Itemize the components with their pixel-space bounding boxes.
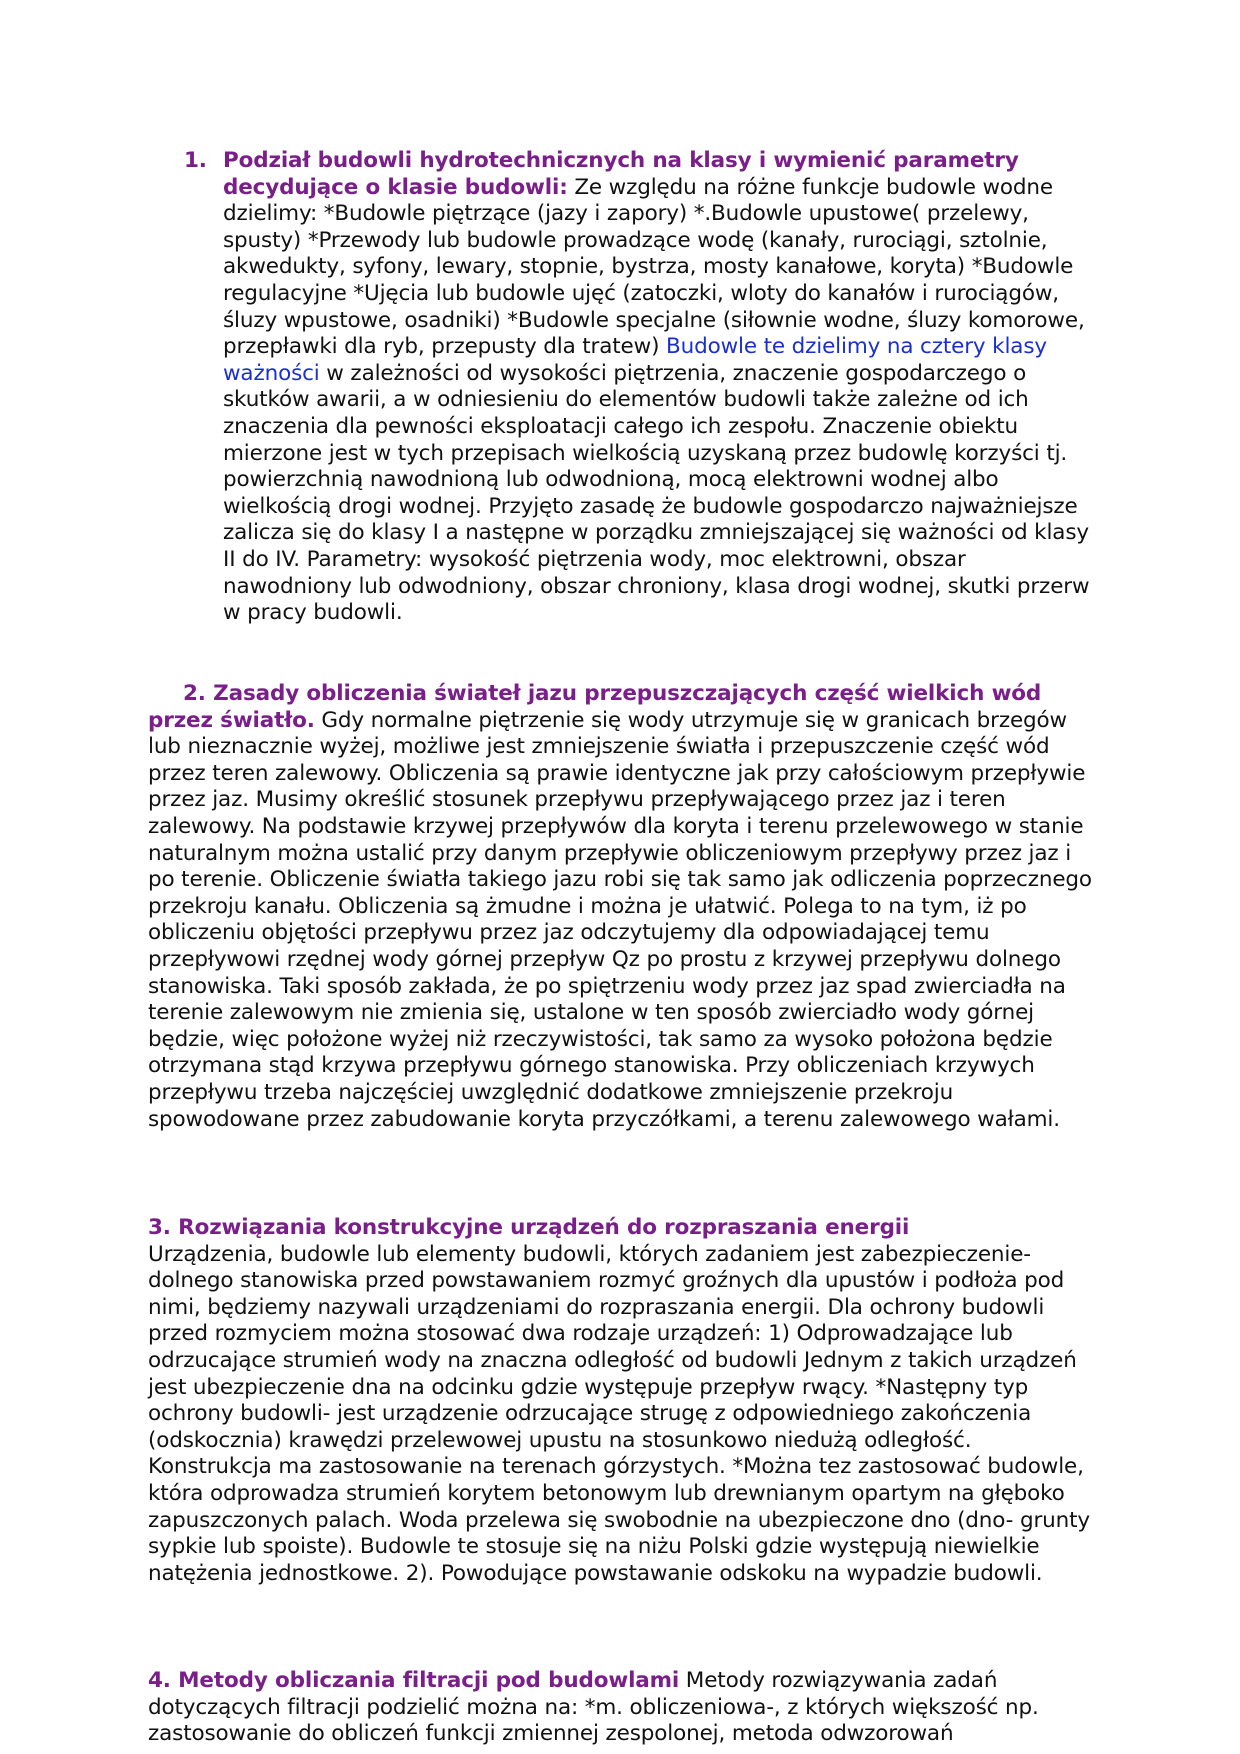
section-3 [148, 1215, 1093, 1587]
section-2-heading: 2. Zasady obliczenia świateł jazu przepuszczających część wielkich wód przez światło. [148, 681, 1042, 733]
section-4-body: Metody rozwiązywania zadań dotyczących filtracji podzielić można na: *m. obliczeniowa-, z których większość np. zastosowanie do obliczeń funkcji zmiennej zespolonej, metoda odwzorowań [148, 1668, 1039, 1747]
section-1-number: 1. [184, 148, 207, 173]
section-4 [148, 1668, 1093, 1748]
section-1-body-end: w zależności od wysokości piętrzenia, znaczenie gospodarczego o skutków awarii, a w odniesieniu do elementów budowli także zależne od ich znaczenia dla pewności eksploatacji całego ich zespołu. Znaczenie obiektu mierzone jest w tych przepisach wielkością uzyskaną przez budowlę korzyści tj. powierzchnią nawodnioną lub odwodnioną, mocą elektrowni wodnej albo wielkością drogi wodnej. Przyjęto zasadę że budowle gospodarczo najważniejsze zalicza się do klasy I a następne w porządku zmniejszającej się ważności od klasy II do IV. Parametry: wysokość piętrzenia wody, moc elektrowni, obszar nawodniony lub odwodniony, obszar chroniony, klasa drogi wodnej, skutki przerw w pracy budowli. [223, 360, 1090, 626]
section-2-body: Gdy normalne piętrzenie się wody utrzymuje się w granicach brzegów lub nieznacznie wyżej, możliwe jest zmniejszenie światła i przepuszczenie część wód przez teren zalewowy. Obliczenia są prawie identyczne jak przy całościowym przepływie przez jaz. Musimy określić stosunek przepływu przepływającego przez jaz i teren zalewowy. Na podstawie krzywej przepływów dla koryta i terenu przelewowego w stanie naturalnym można ustalić przy danym przepływie obliczeniowym przepływy przez jaz i po terenie. Obliczenie światła takiego jazu robi się tak samo jak odliczenia poprzecznego przekroju kanału. Obliczenia są żmudne i można je ułatwić. Polega to na tym, iż po obliczeniu objętości przepływu przez jaz odczytujemy dla odpowiadającej temu przepływowi rzędnej wody górnej przepływ Qz po prostu z krzywej przepływu dolnego stanowiska. Taki sposób zakłada, że po spiętrzeniu wody przez jaz spad zwierciadła na terenie zalewowym nie zmienia się, ustalone w ten sposób zwierciadło wody górnej będzie, więc położone wyżej niż rzeczywistości, tak samo za wysoko położona będzie otrzymana stąd krzywa przepływu górnego stanowiska. Przy obliczeniach krzywych przepływu trzeba najczęściej uwzględnić dodatkowe zmniejszenie przekroju spowodowane przez zabudowanie koryta przyczółkami, a terenu zalewowego wałami. [148, 707, 1092, 1132]
section-2 [148, 681, 1093, 1133]
section-1-heading: Podział budowli hydrotechnicznych na klasy i wymienić parametry decydujące o klasie budowli: [223, 148, 1019, 200]
section-1-body-start: Ze względu na różne funkcje budowle wodne dzielimy: *Budowle piętrzące (jazy i zapory) *.Budowle upustowe( przelewy, spusty) *Przewody lub budowle prowadzące wodę (kanały, rurociągi, sztolnie, akwedukty, syfony, lewary, stopnie, bystrza, mosty kanałowe, koryta) *Budowle regulacyjne *Ujęcia lub budowle ujęć (zatoczki, wloty do kanałów i rurociągów, śluzy wpustowe, osadniki) *Budowle specjalne (siłownie wodne, śluzy komorowe, przepławki dla ryb, przepusty dla tratew) [223, 174, 1085, 360]
classes-link[interactable]: Budowle te dzielimy na cztery klasy ważności [223, 334, 1047, 386]
section-4-heading: 4. Metody obliczania filtracji pod budowlami [148, 1668, 680, 1693]
section-3-body: Urządzenia, budowle lub elementy budowli, których zadaniem jest zabezpieczenie-dolnego stanowiska przed powstawaniem rozmyć groźnych dla upustów i podłoża pod nimi, będziemy nazywali urządzeniami do rozpraszania energii. Dla ochrony budowli przed rozmyciem można stosować dwa rodzaje urządzeń: 1) Odprowadzające lub odrzucające strumień wody na znaczna odległość od budowli Jednym z takich urządzeń jest ubezpieczenie dna na odcinku gdzie występuje przepływ rwący. *Następny typ ochrony budowli- jest urządzenie odrzucające strugę z odpowiedniego zakończenia (odskocznia) krawędzi przelewowej upustu na stosunkowo niedużą odległość. Konstrukcja ma zastosowanie na terenach górzystych. *Można tez zastosować budowle, która odprowadza strumień korytem betonowym lub drewnianym opartym na głęboko zapuszczonych palach. Woda przelewa się swobodnie na ubezpieczone dno (dno- grunty sypkie lub spoiste). Budowle te stosuje się na niżu Polski gdzie występują niewielkie natężenia jednostkowe. 2). Powodujące powstawanie odskoku na wypadzie budowli. [148, 1241, 1090, 1586]
section-1 [223, 148, 1093, 627]
section-3-heading: 3. Rozwiązania konstrukcyjne urządzeń do rozpraszania energii [148, 1215, 910, 1240]
